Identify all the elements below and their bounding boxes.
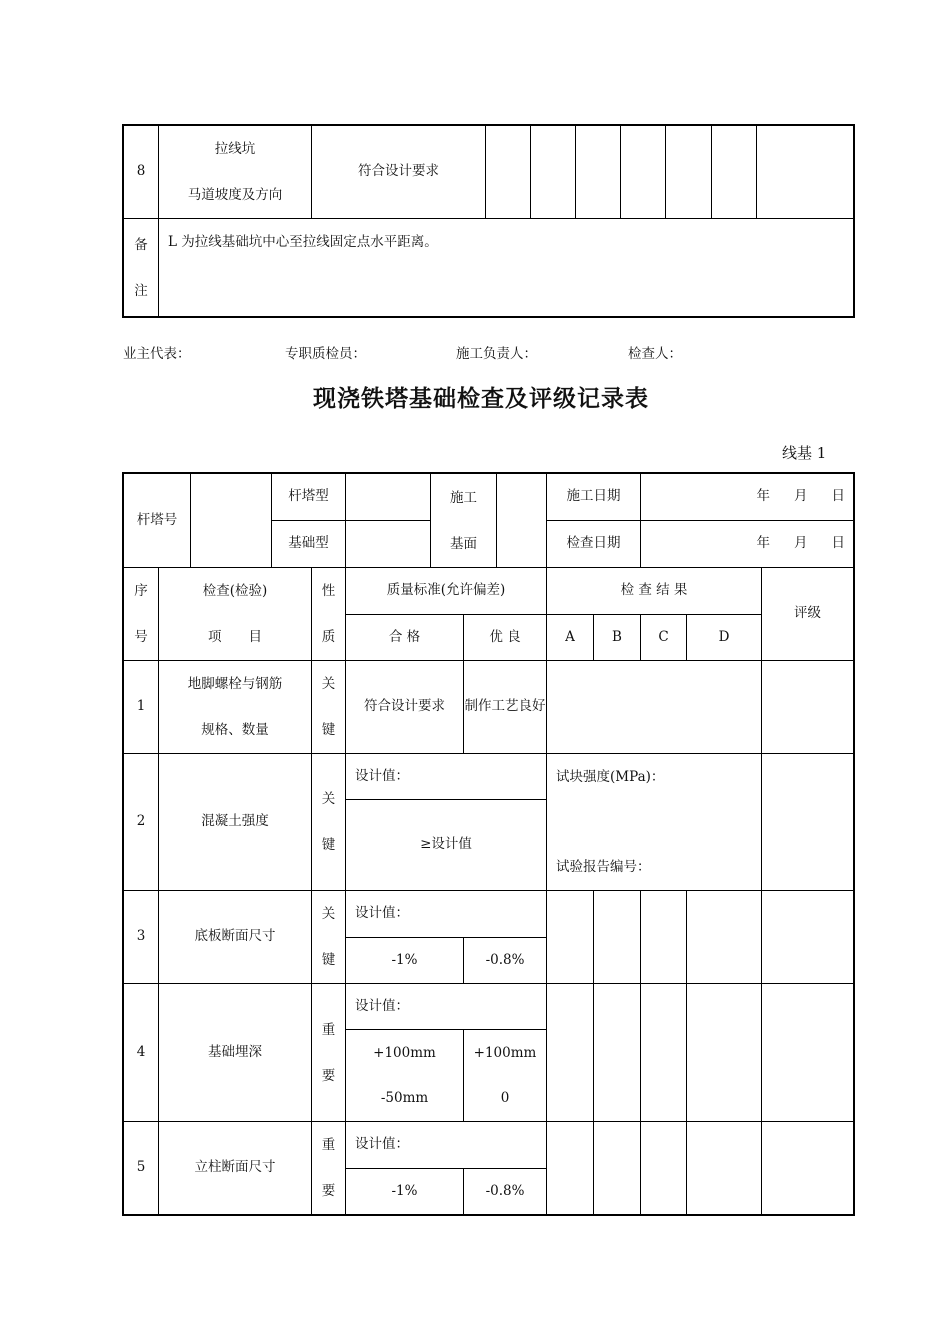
check-item: 底板断面尺寸 — [159, 891, 312, 984]
table-row — [124, 126, 854, 219]
row-number: 8 — [124, 126, 159, 219]
foundation-type-label: 基础型 — [272, 521, 346, 568]
tower-no-label: 杆塔号 — [124, 474, 191, 568]
test-strength-label: 试块强度(MPa)： — [556, 769, 665, 785]
row-number: 4 — [124, 984, 159, 1122]
remark-row — [124, 219, 854, 317]
result-c-cell — [641, 984, 687, 1122]
result-a-cell — [547, 1122, 594, 1215]
result-b-cell — [594, 984, 641, 1122]
column-header-row — [124, 568, 854, 615]
page-title: 现浇铁塔基础检查及评级记录表 — [313, 385, 649, 412]
tower-type-value — [346, 474, 431, 521]
tower-no-value — [191, 474, 272, 568]
grade-cell — [757, 126, 854, 219]
check-item: 立柱断面尺寸 — [159, 1122, 312, 1215]
standard-cell: 符合设计要求 — [312, 126, 486, 219]
grade-cell — [762, 891, 854, 984]
grade-cell — [762, 754, 854, 891]
good-standard: +100mm 0 — [464, 1030, 547, 1122]
table-row — [124, 661, 854, 754]
result-d-cell — [687, 1122, 762, 1215]
construction-lead-signature-label: 施工负责人： — [456, 346, 537, 362]
result-cell — [666, 126, 712, 219]
check-item: 拉线坑 马道坡度及方向 — [159, 126, 312, 219]
grade-cell — [762, 661, 854, 754]
good-standard: 制作工艺良好 — [464, 661, 547, 754]
construction-surface-label: 施工 基面 — [431, 474, 497, 568]
result-b-cell — [594, 1122, 641, 1215]
result-cell — [712, 126, 757, 219]
result-a-cell — [547, 984, 594, 1122]
design-value-label: 设计值： — [346, 984, 547, 1030]
seq-header: 序 号 — [124, 568, 159, 661]
design-value-label: 设计值： — [346, 1122, 547, 1169]
foundation-type-value — [346, 521, 431, 568]
design-value-label: 设计值： — [346, 754, 547, 800]
test-result-cell — [547, 754, 762, 891]
check-item: 混凝土强度 — [159, 754, 312, 891]
inspection-table — [123, 473, 854, 1215]
row-number: 5 — [124, 1122, 159, 1215]
report-no-label: 试验报告编号： — [556, 859, 651, 875]
check-item: 基础埋深 — [159, 984, 312, 1122]
remark-label: 备 注 — [124, 219, 159, 317]
row-number: 2 — [124, 754, 159, 891]
good-standard: -0.8% — [464, 937, 547, 984]
build-date-label: 施工日期 — [547, 474, 641, 521]
result-d-cell — [687, 891, 762, 984]
pass-standard: 符合设计要求 — [346, 661, 464, 754]
pass-standard: +100mm -50mm — [346, 1030, 464, 1122]
remark-text: L 为拉线基础坑中心至拉线固定点水平距离。 — [159, 219, 854, 317]
results-header: 检 查 结 果 — [547, 568, 762, 615]
check-item: 地脚螺栓与钢筋 规格、数量 — [159, 661, 312, 754]
result-a-header: A — [547, 614, 594, 661]
result-c-header: C — [641, 614, 687, 661]
inspector-signature-label: 专职质检员： — [285, 346, 366, 362]
design-value-label: 设计值： — [346, 891, 547, 938]
row-number: 3 — [124, 891, 159, 984]
result-a-cell — [547, 891, 594, 984]
tower-type-label: 杆塔型 — [272, 474, 346, 521]
owner-signature-label: 业主代表： — [123, 346, 191, 362]
pass-header: 合 格 — [346, 614, 464, 661]
result-b-header: B — [594, 614, 641, 661]
table-row — [124, 1122, 854, 1169]
result-cell — [547, 661, 762, 754]
grade-header: 评级 — [762, 568, 854, 661]
check-date-label: 检查日期 — [547, 521, 641, 568]
good-standard: -0.8% — [464, 1168, 547, 1215]
header-row — [124, 474, 854, 521]
table-row — [124, 984, 854, 1030]
table-row — [124, 891, 854, 938]
standard-header: 质量标准(允许偏差) — [346, 568, 547, 615]
good-header: 优 良 — [464, 614, 547, 661]
table-row — [124, 754, 854, 800]
nature-cell: 关 键 — [312, 891, 346, 984]
continuation-table — [123, 125, 854, 317]
nature-cell: 重 要 — [312, 1122, 346, 1215]
result-cell — [621, 126, 666, 219]
standard-value: ≥设计值 — [346, 800, 547, 891]
pass-standard: -1% — [346, 1168, 464, 1215]
nature-cell: 关 键 — [312, 754, 346, 891]
row-number: 1 — [124, 661, 159, 754]
result-cell — [531, 126, 576, 219]
result-cell — [486, 126, 531, 219]
result-b-cell — [594, 891, 641, 984]
check-date-value: 年 月 日 — [641, 521, 854, 568]
construction-surface-value — [497, 474, 547, 568]
nature-header: 性 质 — [312, 568, 346, 661]
grade-cell — [762, 984, 854, 1122]
grade-cell — [762, 1122, 854, 1215]
pass-standard: -1% — [346, 937, 464, 984]
build-date-value: 年 月 日 — [641, 474, 854, 521]
nature-cell: 重 要 — [312, 984, 346, 1122]
form-code: 线基 1 — [782, 444, 827, 462]
result-cell — [576, 126, 621, 219]
result-d-header: D — [687, 614, 762, 661]
result-c-cell — [641, 1122, 687, 1215]
checker-signature-label: 检查人： — [628, 346, 682, 362]
nature-cell: 关 键 — [312, 661, 346, 754]
result-d-cell — [687, 984, 762, 1122]
result-c-cell — [641, 891, 687, 984]
item-header: 检查(检验) 项 目 — [159, 568, 312, 661]
